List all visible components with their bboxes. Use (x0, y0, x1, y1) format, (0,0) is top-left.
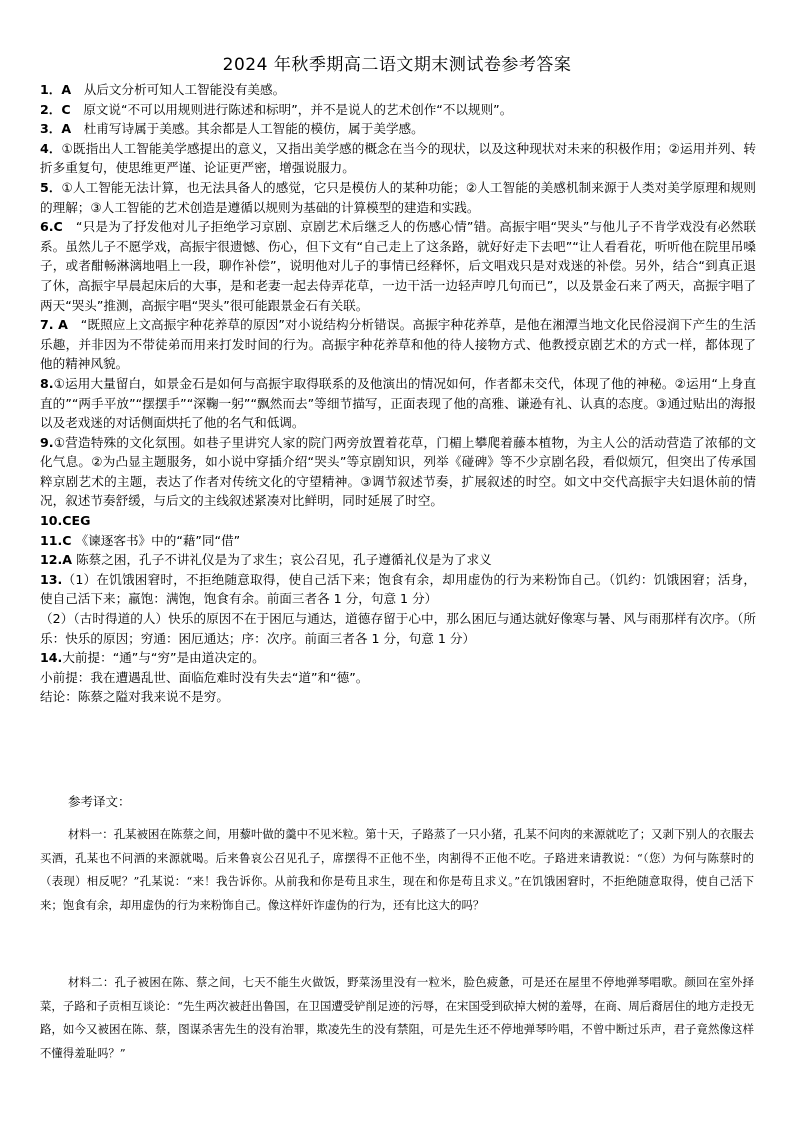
answer-text: ①营造特殊的文化氛围。如巷子里讲究人家的院门两旁放置着花草，门楣上攀爬着藤本植物，为主人公的活动营造了浓郁的文化气息。②为凸显主题服务，如小说中穿插介绍“哭头”等京剧知识，列举《碰碑》等不少京剧名段，看似烦冗，但突出了传承国粹京剧艺术的主题，表达了作者对传统文化的守望精神。③调节叙述节奏，扩展叙述的时空。如文中交代高振宇夫妇退休前的情况，叙述节奏舒缓，与后文的主线叙述紧凑对比鲜明，同时延展了时空。 (40, 434, 756, 509)
answer-item (40, 139, 756, 178)
answer-item (40, 119, 756, 139)
answer-number: 14. (40, 650, 63, 666)
answer-number: 3．A (40, 121, 72, 137)
answer-item (40, 609, 756, 648)
translation-paragraph: 材料二：孔子被困在陈、蔡之间，七天不能生火做饭，野菜汤里没有一粒米，脸色疲惫，可是还在屋里不停地弹琴唱歌。颜回在室外择菜，子路和子贡相互谈论：“先生两次被赶出鲁国，在卫国遭受铲削足迹的污辱，在宋国受到砍掉大树的羞辱，在商、周后裔居住的地方走投无路，如今又被困在陈、蔡，图谋杀害先生的没有治罪，欺凌先生的没有禁阻，可是先生还不停地弹琴吟唱，不曾中断过乐声，君子竟然像这样不懂得羞耻吗？” (40, 975, 754, 1060)
answer-number: 2．C (40, 101, 71, 117)
answer-text: 杜甫写诗属于美感。其余都是人工智能的模仿，属于美学感。 (71, 121, 424, 137)
answer-number: 1．A (40, 82, 72, 97)
answer-number: 10.CEG (40, 513, 91, 529)
translation-paragraph: 材料一：孔某被困在陈蔡之间，用藜叶做的羹中不见米粒。第十天，子路蒸了一只小猪，孔某不问肉的来源就吃了；又剥下别人的衣服去买酒，孔某也不问酒的来源就喝。后来鲁哀公召见孔子，席摆得不正他不坐，肉割得不正他不吃。子路进来请教说：“（您）为何与陈蔡时的（表现）相反呢？”孔某说：“来！我告诉你。从前我和你是苟且求生，现在和你是苟且求义。”在饥饿困窘时，不拒绝随意取得，使自己活下来；饱食有余，却用虚伪的行为来粉饰自己。像这样奸诈虚伪的行为，还有比这大的吗？ (40, 827, 754, 912)
answer-item (40, 374, 756, 433)
answer-item (40, 100, 756, 120)
reference-translation-heading: 参考译文： (68, 794, 131, 809)
answer-item (40, 217, 756, 315)
answer-number: 7. A (40, 317, 68, 333)
answer-list (40, 80, 756, 707)
answer-text: “只是为了抒发他对儿子拒绝学习京剧、京剧艺术后继乏人的伤感心情”错。高振宇唱“哭头”与他儿子不肯学戏没有必然联系。虽然儿子不愿学戏，高振宇很遗憾、伤心，但下文有“自己走上了这条路，就好好走下去吧”“让人看看花，听听他在院里吊嗓子，或者酣畅淋漓地唱上一段，聊作补偿”，说明他对儿子的事情已经释怀，后文唱戏只是对戏迷的补偿。另外，结合“到真正退了休，高振宇早晨起床后的大事，是和老妻一起去侍弄花草，一边干活一边轻声哼几句而已”，以及景金石来了两天，高振宇唱了两天“哭头”推测，高振宇唱“哭头”很可能跟景金石有关联。 (40, 219, 756, 313)
answer-item (40, 433, 756, 511)
answer-item (40, 648, 756, 668)
answer-number: 8. (40, 375, 54, 391)
answer-text: 大前提：“通”与“穷”是由道决定的。 (62, 650, 265, 666)
answer-text: ①既指出人工智能美学感提出的意义，又指出美学感的概念在当今的现状，以及这种现状对未来的积极作用；②运用并列、转折多重复句，使思维更严谨、论证更严密，增强说服力。 (40, 140, 756, 176)
answer-number: 12.A (40, 552, 73, 568)
page-title: 2024 年秋季期高二语文期末测试卷参考答案 (222, 55, 572, 75)
answer-text: 《谏逐客书》中的“藉”同“借” (71, 532, 241, 548)
answer-item (40, 531, 756, 551)
answer-text: ①运用大量留白，如景金石是如何与高振宇取得联系的及他演出的情况如何，作者都未交代，体现了他的神秘。②运用“上身直直的”“两手平放”“摆摆手”“深鞠一躬”“飘然而去”等细节描写，正面表现了他的高雅、谦逊有礼、认真的态度。③通过贴出的海报以及老戏迷的对话侧面烘托了他的名气和低调。 (40, 375, 756, 431)
answer-text: 从后文分析可知人工智能没有美感。 (71, 82, 286, 97)
answer-item (40, 687, 756, 707)
answer-number: 11.C (40, 532, 72, 548)
answer-text: 原文说“不可以用规则进行陈述和标明”，并不是说人的艺术创作“不以规则”。 (70, 101, 513, 117)
answer-number: 5． (40, 179, 62, 195)
answer-item (40, 668, 756, 688)
answer-text: ①人工智能无法计算，也无法具备人的感觉，它只是模仿人的某种功能；②人工智能的美感机制来源于人类对美学原理和规则的理解；③人工智能的艺术创造是遵循以规则为基础的计算模型的建造和实践。 (40, 179, 756, 215)
answer-item (40, 570, 756, 609)
answer-text: （2）（古时得道的人）快乐的原因不在于困厄与通达，道德存留于心中，那么困厄与通达就好像寒与暑、风与雨那样有次序。（所乐：快乐的原因；穷通：困厄通达；序：次序。前面三者各 1 分，句意 1 分） (40, 611, 756, 646)
answer-item (40, 550, 756, 570)
answer-text: 小前提：我在遭遇乱世、面临危难时没有失去“道”和“德”。 (40, 669, 369, 685)
answer-number: 13. (40, 571, 63, 587)
answer-item (40, 511, 756, 531)
answer-item (40, 80, 756, 100)
answer-text: 陈蔡之困，孔子不讲礼仪是为了求生；哀公召见，孔子遵循礼仪是为了求义 (72, 552, 492, 568)
answer-text: “既照应上文高振宇种花养草的原因”对小说结构分析错误。高振宇种花养草，是他在湘潭当地文化民俗浸润下产生的生活乐趣，并非因为不带徒弟而用来打发时间的行为。高振宇种花养草和他的待人接物方式、他教授京剧艺术的方式一样，都体现了他的精神风貌。 (40, 317, 756, 372)
answer-item (40, 178, 756, 217)
answer-text: 结论：陈蔡之隘对我来说不是穷。 (40, 689, 229, 705)
answer-number: 9. (40, 434, 54, 450)
answer-number: 6.C (40, 219, 63, 235)
answer-number: 4． (40, 140, 62, 156)
answer-item (40, 315, 756, 374)
answer-text: （1）在饥饿困窘时，不拒绝随意取得，使自己活下来；饱食有余，却用虚伪的行为来粉饰自己。（饥约：饥饿困窘；活身，使自己活下来；羸饱：满饱，饱食有余。前面三者各 1 分，句意 1 分） (40, 571, 756, 607)
